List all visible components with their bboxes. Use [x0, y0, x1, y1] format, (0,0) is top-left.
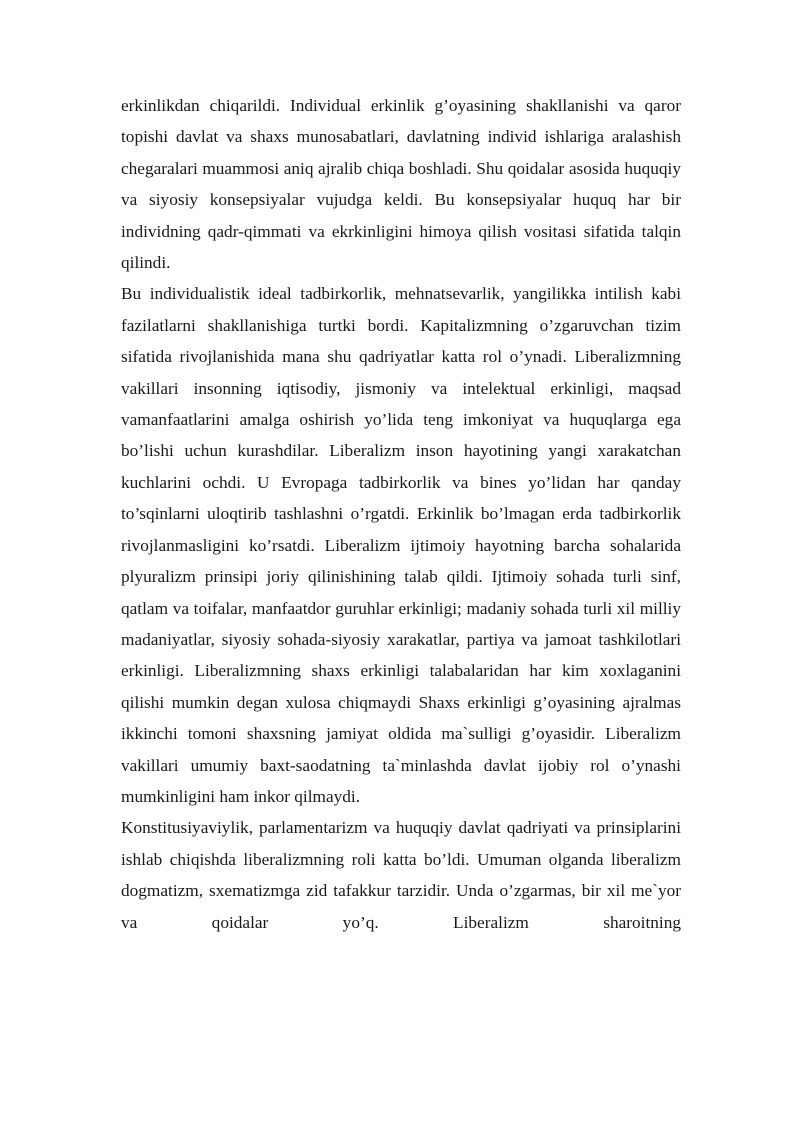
paragraph-1: erkinlikdan chiqarildi. Individual erkinlik g’oyasining shakllanishi va qaror topishi davlat va shaxs munosabatlari, davlatning individ ishlariga aralashish chegaralari muammosi aniq ajralib chiqa boshladi. Shu qoidalar asosida huquqiy va siyosiy konsepsiyalar vujudga keldi. Bu konsepsiyalar huquq har bir individning qadr-qimmati va ekrkinligini himoya qilish vositasi sifatida talqin qilindi.	[121, 96, 681, 273]
paragraph-2: Bu individualistik ideal tadbirkorlik, mehnatsevarlik, yangilikka intilish kabi fazilatlarni shakllanishiga turtki bordi. Kapitalizmning o’zgaruvchan tizim sifatida rivojlanishida mana shu qadriyatlar katta rol o’ynadi. Liberalizmning vakillari insonning iqtisodiy, jismoniy va intelektual erkinligi, maqsad vamanfaatlarini amalga oshirish yo’lida teng imkoniyat va huquqlarga ega bo’lishi uchun kurashdilar. Liberalizm inson hayotining yangi xarakatchan kuchlarini ochdi. U Evropaga tadbirkorlik va bines yo’lidan har qanday to’sqinlarni uloqtirib tashlashni o’rgatdi. Erkinlik bo’lmagan erda tadbirkorlik rivojlanmasligini ko’rsatdi. Liberalizm ijtimoiy hayotning barcha sohalarida plyuralizm prinsipi joriy qilinishining talab qildi. Ijtimoiy sohada turli sinf, qatlam va toifalar, manfaatdor guruhlar erkinligi; madaniy sohada turli xil milliy madaniyatlar, siyosiy sohada-siyosiy xarakatlar, partiya va jamoat tashkilotlari erkinligi. Liberalizmning shaxs erkinligi talabalaridan har kim xoxlaganini qilishi mumkin degan xulosa chiqmaydi Shaxs erkinligi g’oyasining ajralmas ikkinchi tomoni shaxsning jamiyat oldida ma`sulligi g’oyasidir. Liberalizm vakillari umumiy baxt-saodatning ta`minlashda davlat ijobiy rol o’ynashi mumkinligini ham inkor qilmaydi.	[121, 284, 681, 806]
paragraph-3: Konstitusiyaviylik, parlamentarizm va huquqiy davlat qadriyati va prinsiplarini ishlab chiqishda liberalizmning roli katta bo’ldi. Umuman olganda liberalizm dogmatizm, sxematizmga zid tafakkur tarzidir. Unda o’zgarmas, bir xil me`yor va qoidalar yo’q. Liberalizm sharoitning	[121, 818, 681, 932]
document-page	[121, 90, 681, 938]
